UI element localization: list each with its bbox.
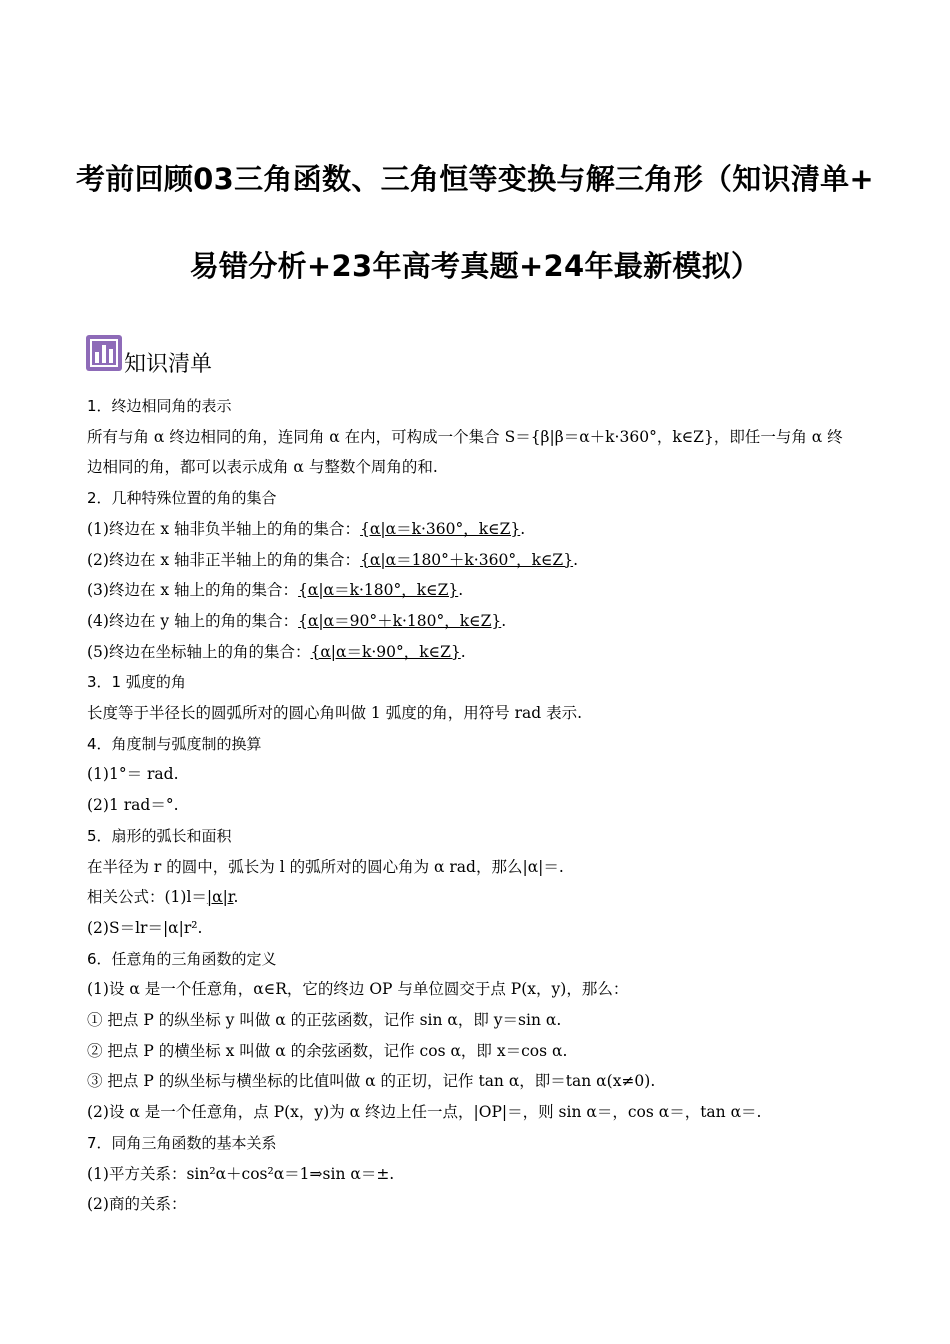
section-heading bbox=[87, 672, 186, 692]
underlined-answer: {α|α＝k·360°，k∈Z} bbox=[360, 519, 521, 538]
line-text: 相关公式：(1)l＝ bbox=[87, 888, 207, 907]
line-end: . bbox=[520, 519, 526, 538]
text-line bbox=[87, 580, 463, 600]
text-line bbox=[87, 764, 179, 784]
line-text: (2)商的关系： bbox=[87, 1195, 187, 1214]
text-line bbox=[87, 457, 438, 477]
line-text: 在半径为 r 的圆中，弧长为 l 的弧所对的圆心角为 α rad，那么|α|＝. bbox=[87, 857, 564, 876]
text-line bbox=[87, 918, 202, 938]
section-heading bbox=[87, 488, 277, 508]
line-text: 6．任意角的三角函数的定义 bbox=[87, 949, 277, 968]
section-heading bbox=[87, 396, 232, 416]
text-line bbox=[87, 887, 238, 907]
line-text: 边相同的角，都可以表示成角 α 与整数个周角的和. bbox=[87, 458, 438, 477]
line-text: (5)终边在坐标轴上的角的集合： bbox=[87, 642, 311, 661]
text-line bbox=[87, 519, 525, 539]
line-text: (1)设 α 是一个任意角，α∈R，它的终边 OP 与单位圆交于点 P(x，y)，那么： bbox=[87, 980, 629, 999]
text-line bbox=[87, 1194, 186, 1214]
text-line bbox=[87, 1071, 655, 1091]
text-line bbox=[87, 703, 582, 723]
line-text: 所有与角 α 终边相同的角，连同角 α 在内，可构成一个集合 S＝{β|β＝α＋k·360°，k∈Z}，即任一与角 α 终 bbox=[87, 427, 843, 446]
page-title-line-2: 易错分析+23年高考真题+24年最新模拟） bbox=[189, 249, 761, 283]
line-end: . bbox=[501, 611, 507, 630]
line-text: (1)1°＝ rad. bbox=[87, 765, 179, 784]
line-end: . bbox=[458, 581, 464, 600]
line-end: . bbox=[460, 642, 466, 661]
section-heading bbox=[87, 826, 232, 846]
section-heading bbox=[87, 949, 277, 969]
line-end: . bbox=[233, 888, 239, 907]
line-text: (3)终边在 x 轴上的角的集合： bbox=[87, 581, 299, 600]
text-line bbox=[87, 1164, 394, 1184]
text-line bbox=[87, 795, 179, 815]
line-text: 长度等于半径长的圆弧所对的圆心角叫做 1 弧度的角，用符号 rad 表示. bbox=[87, 704, 583, 722]
text-line bbox=[87, 1041, 567, 1061]
line-text: ③ 把点 P 的纵坐标与横坐标的比值叫做 α 的正切，记作 tan α，即＝tan α(x≠0). bbox=[87, 1072, 656, 1091]
page-title-line-1: 考前回顾03三角函数、三角恒等变换与解三角形（知识清单+ bbox=[75, 162, 875, 196]
text-line bbox=[87, 1102, 761, 1122]
line-text: (1)终边在 x 轴非负半轴上的角的集合： bbox=[87, 519, 361, 538]
section-heading bbox=[87, 734, 262, 754]
underlined-answer: {α|α＝k·180°，k∈Z} bbox=[298, 581, 459, 600]
line-text: 2．几种特殊位置的角的集合 bbox=[87, 489, 277, 508]
line-end: . bbox=[573, 550, 579, 569]
text-line bbox=[87, 1010, 561, 1030]
line-text: 7．同角三角函数的基本关系 bbox=[87, 1133, 277, 1152]
text-line bbox=[87, 550, 578, 570]
underlined-answer: {α|α＝180°＋k·360°，k∈Z} bbox=[360, 550, 574, 569]
line-text: ② 把点 P 的横坐标 x 叫做 α 的余弦函数，记作 cos α，即 x＝cos α. bbox=[87, 1041, 568, 1060]
line-text: (2)终边在 x 轴非正半轴上的角的集合： bbox=[87, 550, 361, 569]
text-line bbox=[87, 642, 466, 662]
line-text: 3．1 弧度的角 bbox=[87, 673, 186, 692]
text-line bbox=[87, 979, 628, 999]
line-text: (2)S＝lr＝|α|r². bbox=[87, 918, 203, 937]
line-text: ① 把点 P 的纵坐标 y 叫做 α 的正弦函数，记作 sin α，即 y＝sin α. bbox=[87, 1011, 562, 1029]
line-text: (2)1 rad＝°. bbox=[87, 796, 179, 815]
line-text: (1)平方关系：sin²α＋cos²α＝1⇒sin α＝±. bbox=[87, 1164, 395, 1183]
line-text: (4)终边在 y 轴上的角的集合： bbox=[87, 611, 299, 630]
bar-chart-icon bbox=[86, 335, 122, 371]
text-line bbox=[87, 857, 564, 877]
text-line bbox=[87, 427, 843, 447]
text-line bbox=[87, 611, 506, 631]
underlined-answer: {α|α＝90°＋k·180°，k∈Z} bbox=[298, 611, 502, 630]
underlined-answer: {α|α＝k·90°，k∈Z} bbox=[310, 642, 461, 661]
line-text: 5．扇形的弧长和面积 bbox=[87, 826, 232, 845]
underlined-answer: |α|r bbox=[206, 888, 234, 907]
section-heading bbox=[87, 1133, 277, 1153]
section-title: 知识清单 bbox=[124, 352, 213, 377]
line-text: 4．角度制与弧度制的换算 bbox=[87, 734, 262, 753]
line-text: (2)设 α 是一个任意角，点 P(x，y)为 α 终边上任一点，|OP|＝，则 sin α＝，cos α＝，tan α＝. bbox=[87, 1103, 762, 1122]
line-text: 1．终边相同角的表示 bbox=[87, 397, 232, 415]
